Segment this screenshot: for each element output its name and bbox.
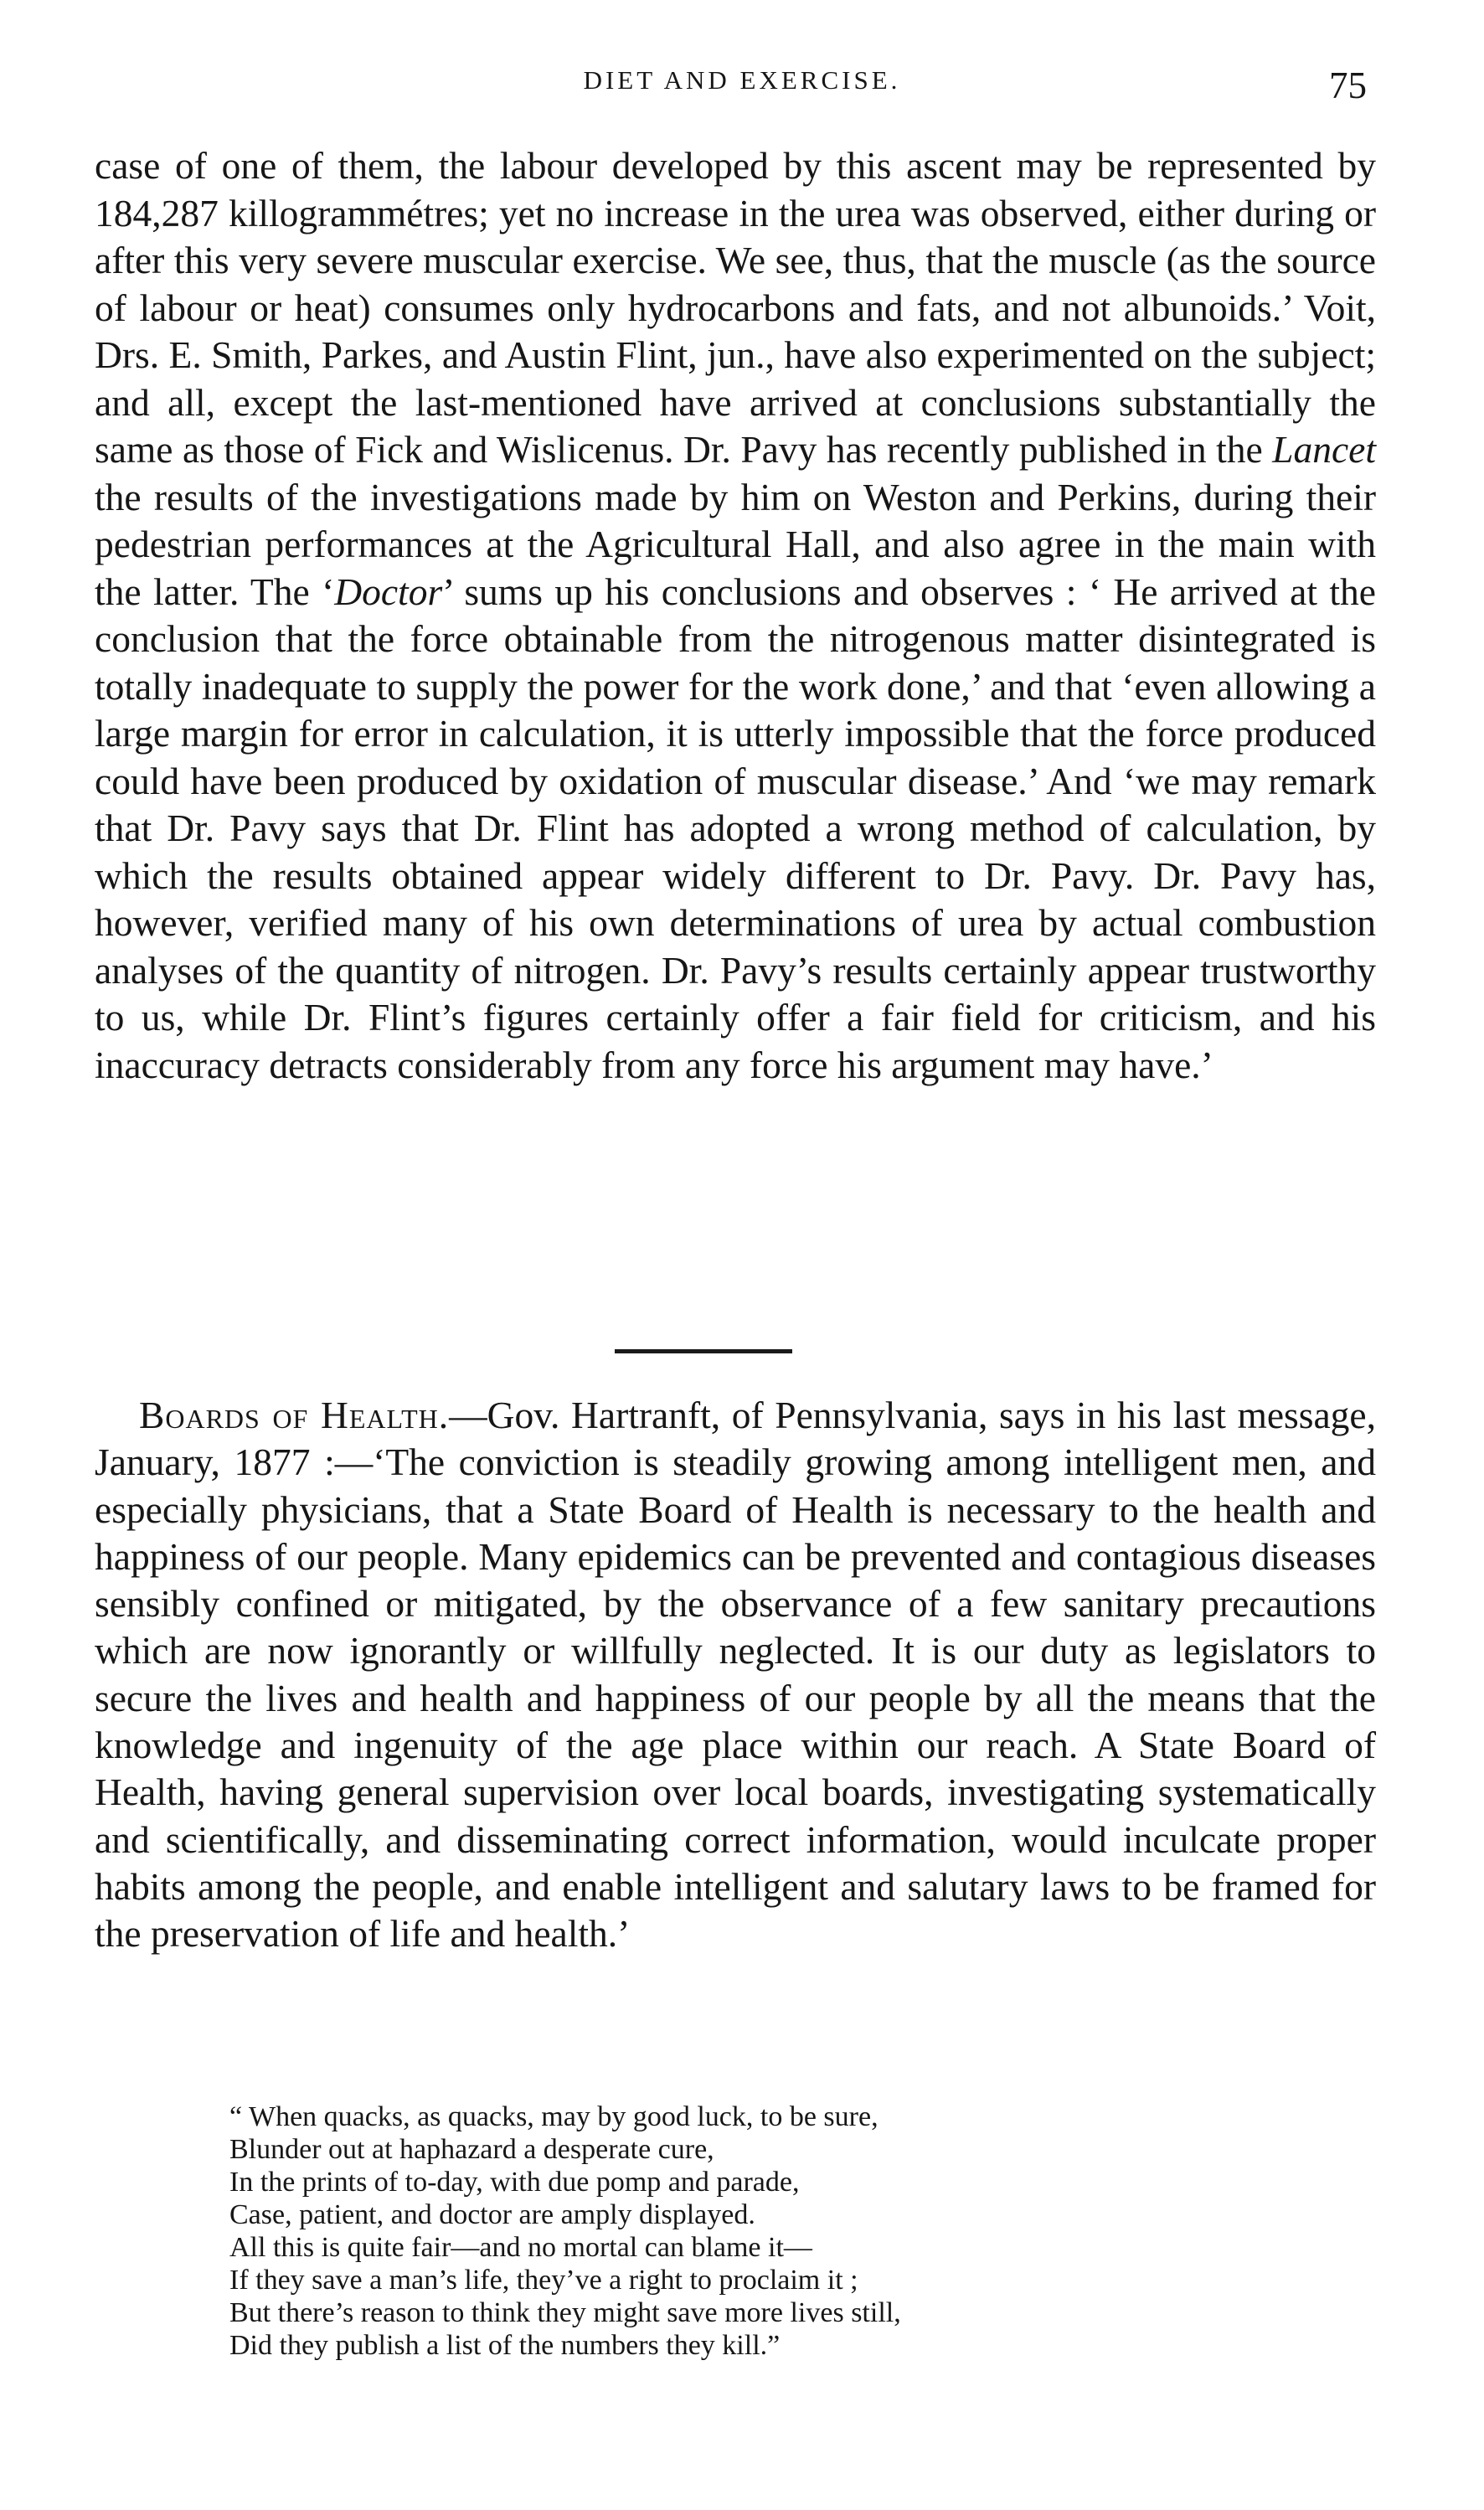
paragraph-text-part: ’ sums up his conclusions and observes : ‘ He arrived at the conclusion that the force obtainable from the nitrogenous matter disintegrated is totally inadequate to supply the power for the work done,’ and that ‘even allowing a large margin for error in calculation, it is utterly impossible that the force produced could have been produced by oxidation of muscular disease.’ And ‘we may remark that Dr. Pavy says that Dr. Flint has adopted a wrong method of calculation, by which the results obtained appear widely different to Dr. Pavy. Dr. Pavy has, however, verified many of his own determinations of urea by actual combustion analyses of the quantity of nitrogen. Dr. Pavy’s results certainly appear trustworthy to us, while Dr. Flint’s figures certainly offer a fair field for criticism, and his inaccuracy detracts considerably from any force his argument may have.’ — [95, 570, 1376, 1086]
paragraph-boards-of-health — [95, 1392, 1376, 1958]
poem-line: Did they publish a list of the numbers they kill.” — [229, 2330, 781, 2361]
paragraph-text-part: the results of the investigations made by him on Weston and Perkins, during their pedestrian performances at the Agricultural Hall, and also agree in the main with the latter. The ‘ — [95, 475, 1376, 613]
running-title: DIET AND EXERCISE. — [583, 65, 901, 95]
doctor-title: Doctor — [334, 570, 443, 613]
poem-line: Blunder out at haphazard a desperate cure, — [229, 2134, 714, 2165]
paragraph-text: —Gov. Hartranft, of Pennsylvania, says in his last message, January, 1877 :—‘The conviction is steadily growing among intelligent men, and especially physicians, that a State Board of Health is necessary to the health and happiness of our people. Many epidemics can be prevented and contagious diseases sensibly confined or mitigated, by the observance of a few sanitary precautions which are now ignorantly or willfully neglected. It is our duty as legislators to secure the lives and health and happiness of our people by all the means that the knowledge and ingenuity of the age place within our reach. A State Board of Health, having general supervision over local boards, investigating systematically and scientifically, and disseminating correct information, would inculcate proper habits among the people, and enable intelligent and salutary laws to be framed for the preservation of life and health.’ — [95, 1394, 1376, 1956]
section-heading: Boards of Health. — [139, 1394, 450, 1436]
poem-line: But there’s reason to think they might save more lives still, — [229, 2297, 901, 2328]
poem-line: Case, patient, and doctor are amply displayed. — [229, 2199, 755, 2230]
poem-line: All this is quite fair—and no mortal can blame it— — [229, 2232, 812, 2263]
lancet-title: Lancet — [1272, 428, 1377, 471]
section-divider — [615, 1349, 792, 1353]
page-number: 75 — [1329, 64, 1367, 106]
paragraph-text-part: case of one of them, the labour developed by this ascent may be represented by 184,287 killogrammétres; yet no increase in the urea was observed, either during or after this very severe muscular exercise. We see, thus, that the muscle (as the source of labour or heat) consumes only hydrocarbons and fats, and not albunoids.’ Voit, Drs. E. Smith, Parkes, and Austin Flint, jun., have also experimented on the subject; and all, except the last-mentioned have arrived at conclusions substantially the same as those of Fick and Wislicenus. Dr. Pavy has recently published in the — [95, 144, 1376, 471]
running-head — [0, 65, 1484, 116]
poem-line: If they save a man’s life, they’ve a right to proclaim it ; — [229, 2265, 858, 2296]
paragraph-diet-exercise — [95, 142, 1376, 1089]
poem-line: In the prints of to-day, with due pomp and parade, — [229, 2167, 800, 2198]
poem-line: “ When quacks, as quacks, may by good luck, to be sure, — [229, 2101, 879, 2132]
poem — [229, 2100, 1318, 2362]
